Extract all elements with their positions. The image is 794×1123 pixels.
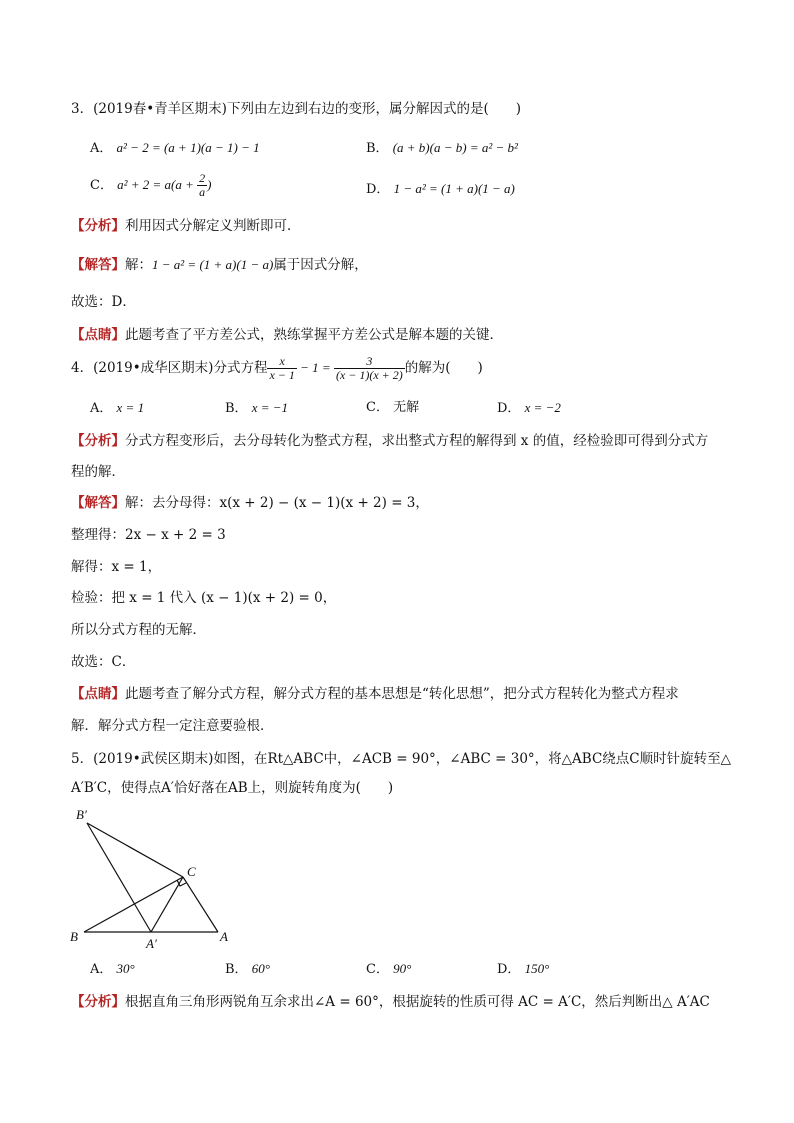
answer-tag: 【解答】	[71, 495, 125, 511]
q5-analysis	[71, 993, 710, 1011]
option-text: 30°	[116, 961, 135, 976]
option-text: 1 − a² = (1 + a)(1 − a)	[393, 181, 515, 196]
option-text: 150°	[524, 961, 550, 976]
analysis-text: 利用因式分解定义判断即可．	[125, 218, 301, 234]
label-a: A	[220, 929, 228, 944]
q4-comment	[71, 685, 679, 703]
q4-option-d	[497, 399, 561, 418]
answer-suffix: 属于因式分解，	[273, 257, 368, 273]
comment-text: 此题考查了平方差公式，熟练掌握平方差公式是解本题的关键．	[125, 327, 503, 343]
label-b: B	[70, 929, 78, 944]
q5-option-a	[90, 960, 135, 979]
fraction-numerator: x	[267, 355, 296, 369]
option-label: C．	[366, 962, 389, 977]
option-label: B．	[366, 141, 389, 156]
q3-choice: 故选：D．	[71, 294, 136, 310]
comment-text: 此题考查了解分式方程，解分式方程的基本思想是“转化思想”，把分式方程转化为整式方程求	[125, 686, 679, 702]
q5-option-b	[225, 960, 270, 979]
stem-prefix: 4．(2019•成华区期末)分式方程	[71, 360, 268, 376]
analysis-text: 分式方程变形后，去分母转化为整式方程，求出整式方程的解得到 x 的值，经检验即可得到分式方	[125, 433, 709, 449]
q5-option-c	[366, 960, 411, 979]
analysis-tag: 【分析】	[71, 994, 125, 1010]
q5-stem: 5．(2019•武侯区期末)如图，在Rt△ABC中，∠ACB = 90°，∠ABC = 30°，将△ABC绕点C顺时针旋转至△	[71, 751, 732, 767]
answer-math: 1 − a² = (1 + a)(1 − a)	[152, 257, 274, 272]
option-label: A．	[90, 401, 113, 416]
option-text: 90°	[393, 961, 412, 976]
fraction-numerator: 3	[334, 355, 405, 369]
segment-bprime-c	[87, 823, 183, 877]
option-label: B．	[225, 401, 248, 416]
option-label: C．	[366, 400, 389, 415]
comment-tag: 【点睛】	[71, 686, 125, 702]
q4-analysis-cont: 程的解．	[71, 464, 125, 480]
segment-bprime-aprime	[87, 823, 151, 932]
q4-option-a	[90, 399, 144, 418]
q3-stem: 3．(2019春•青羊区期末)下列由左边到右边的变形，属分解因式的是( )	[71, 101, 521, 117]
analysis-tag: 【分析】	[71, 433, 125, 449]
fraction-denominator: (x − 1)(x + 2)	[335, 368, 403, 382]
q3-option-c	[90, 172, 211, 199]
q4-answer-step-4: 检验：把 x = 1 代入 (x − 1)(x + 2) = 0，	[71, 590, 337, 606]
analysis-tag: 【分析】	[71, 218, 125, 234]
q3-analysis	[71, 217, 301, 235]
label-c: C	[187, 864, 196, 879]
q4-answer	[71, 494, 429, 512]
analysis-text: 根据直角三角形两锐角互余求出∠A = 60°，根据旋转的性质可得 AC = A′C，然后判断出△ A′AC	[125, 994, 710, 1010]
option-label: D．	[497, 962, 521, 977]
option-label: A．	[90, 962, 113, 977]
option-label: B．	[225, 962, 248, 977]
q4-stem	[71, 353, 483, 383]
q3-option-a	[90, 139, 260, 158]
stem-middle: − 1 =	[296, 360, 334, 375]
rotation-figure	[66, 803, 246, 953]
q4-option-c	[366, 399, 419, 417]
segment-b-c	[84, 877, 183, 932]
segment-c-a	[183, 877, 218, 932]
fraction-1	[267, 355, 296, 382]
q3-answer	[71, 256, 368, 274]
q5-stem-cont: A′B′C，使得点A′恰好落在AB上，则旋转角度为( )	[71, 780, 394, 796]
label-aprime: A′	[146, 936, 157, 951]
fraction	[197, 172, 207, 199]
fraction-denominator: a	[199, 185, 206, 199]
q4-answer-step-5: 所以分式方程的无解．	[71, 622, 206, 638]
q4-option-b	[225, 399, 288, 418]
q5-option-d	[497, 960, 549, 979]
option-label: A．	[90, 141, 113, 156]
q3-comment	[71, 326, 503, 344]
q4-comment-cont: 解．解分式方程一定注意要验根．	[71, 718, 274, 734]
q4-answer-step-3: 解得：x = 1，	[71, 559, 162, 575]
option-text: a² − 2 = (a + 1)(a − 1) − 1	[116, 140, 260, 155]
fraction-denominator: x − 1	[269, 368, 295, 382]
answer-text: 解：去分母得：x(x + 2) − (x − 1)(x + 2) = 3，	[125, 495, 429, 511]
option-label: D．	[497, 401, 521, 416]
answer-prefix: 解：	[125, 257, 152, 273]
q3-option-b	[366, 139, 518, 158]
q4-choice: 故选：C．	[71, 654, 136, 670]
answer-tag: 【解答】	[71, 257, 125, 273]
fraction-2	[334, 355, 405, 382]
stem-suffix: 的解为( )	[404, 360, 483, 376]
q3-option-d	[366, 180, 515, 199]
option-label: C．	[90, 178, 113, 193]
option-text: 无解	[393, 400, 420, 415]
option-math-rhs: )	[207, 177, 212, 192]
q4-answer-step-2: 整理得：2x − x + 2 = 3	[71, 527, 226, 543]
option-label: D．	[366, 182, 390, 197]
label-bprime: B′	[76, 807, 87, 822]
q4-analysis	[71, 432, 708, 450]
option-text: x = −2	[524, 400, 561, 415]
option-text: x = 1	[116, 400, 145, 415]
fraction-numerator: 2	[199, 171, 206, 185]
option-text: 60°	[251, 961, 270, 976]
option-math-lhs: a² + 2 = a(a +	[117, 177, 198, 192]
option-text: x = −1	[251, 400, 289, 415]
comment-tag: 【点睛】	[71, 327, 125, 343]
option-text: (a + b)(a − b) = a² − b²	[392, 140, 518, 155]
